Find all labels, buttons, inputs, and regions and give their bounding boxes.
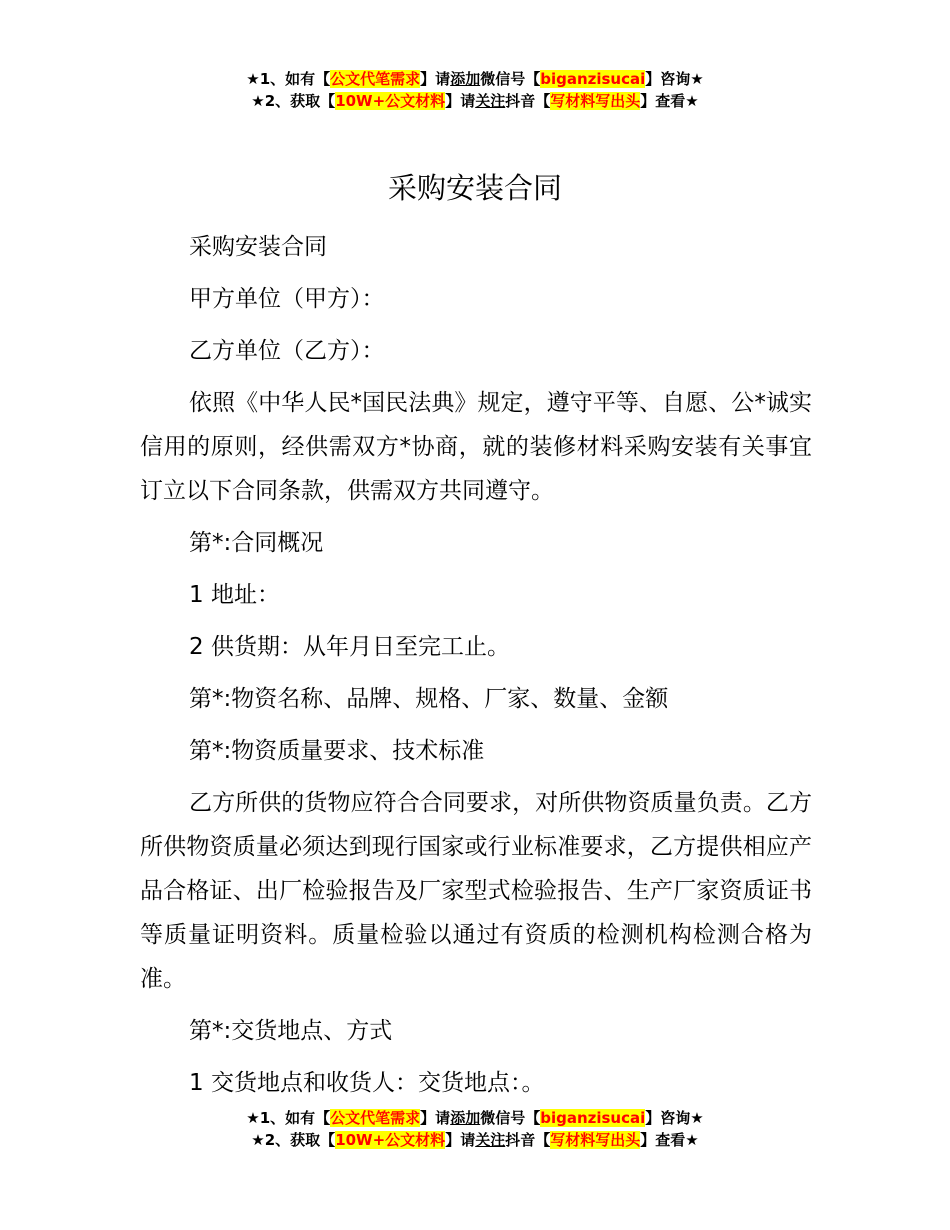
banner-underlined-text: 添加 <box>450 70 481 88</box>
footer-banner <box>0 1107 950 1151</box>
banner-underlined-text: 关注 <box>475 1131 506 1149</box>
banner-text: 】咨询★ <box>645 70 704 88</box>
banner-highlight: biganzisucai <box>540 1109 646 1127</box>
document-title: 采购安装合同 <box>387 171 562 205</box>
paragraph: 采购安装合同 <box>189 234 327 260</box>
banner-text: 】请 <box>445 92 476 110</box>
banner-line-2 <box>0 1129 950 1151</box>
paragraph: 1 交货地点和收货人：交货地点：。 <box>189 1070 545 1096</box>
banner-line-1 <box>0 68 950 90</box>
banner-text: 】咨询★ <box>645 1109 704 1127</box>
banner-highlight: 10W+公文材料 <box>335 1131 446 1149</box>
banner-line-2 <box>0 90 950 112</box>
document-body <box>140 225 812 1113</box>
banner-highlight: 写材料写出头 <box>550 1131 641 1149</box>
banner-highlight: 公文代笔需求 <box>330 1109 421 1127</box>
paragraph: 第*:合同概况 <box>189 530 324 556</box>
banner-text: 】查看★ <box>640 1131 699 1149</box>
paragraph: 甲方单位（甲方）： <box>189 286 385 312</box>
banner-highlight: 公文代笔需求 <box>330 70 421 88</box>
banner-text: ★2、获取【 <box>251 1131 336 1149</box>
banner-text: 微信号【 <box>480 1109 541 1127</box>
banner-text: 】请 <box>420 70 451 88</box>
banner-text: 抖音【 <box>505 92 551 110</box>
banner-line-1 <box>0 1107 950 1129</box>
paragraph: 1 地址： <box>189 582 280 608</box>
banner-highlight: 写材料写出头 <box>550 92 641 110</box>
paragraph: 乙方所供的货物应符合合同要求，对所供物资质量负责。乙方所供物资质量必须达到现行国家或行业标准要求，乙方提供相应产品合格证、出厂检验报告及厂家型式检验报告、生产厂家资质证书等质量证明资料。质量检验以通过有资质的检测机构检测合格为准。 <box>140 790 812 992</box>
paragraph: 依照《中华人民*国民法典》规定，遵守平等、自愿、公*诚实信用的原则，经供需双方*协商，就的装修材料采购安装有关事宜订立以下合同条款，供需双方共同遵守。 <box>140 390 812 504</box>
banner-text: 】请 <box>420 1109 451 1127</box>
banner-highlight: biganzisucai <box>540 70 646 88</box>
banner-text: ★2、获取【 <box>251 92 336 110</box>
header-banner <box>0 68 950 112</box>
banner-text: 】请 <box>445 1131 476 1149</box>
banner-highlight: 10W+公文材料 <box>335 92 446 110</box>
banner-text: ★1、如有【 <box>246 1109 331 1127</box>
paragraph: 第*:物资名称、品牌、规格、厂家、数量、金额 <box>189 686 669 712</box>
paragraph: 第*:物资质量要求、技术标准 <box>189 738 485 764</box>
banner-text: 抖音【 <box>505 1131 551 1149</box>
banner-text: ★1、如有【 <box>246 70 331 88</box>
paragraph: 乙方单位（乙方）： <box>189 338 385 364</box>
paragraph: 2 供货期：从年月日至完工止。 <box>189 634 510 660</box>
banner-text: 】查看★ <box>640 92 699 110</box>
banner-underlined-text: 添加 <box>450 1109 481 1127</box>
banner-text: 微信号【 <box>480 70 541 88</box>
banner-underlined-text: 关注 <box>475 92 506 110</box>
paragraph: 第*:交货地点、方式 <box>189 1018 393 1044</box>
